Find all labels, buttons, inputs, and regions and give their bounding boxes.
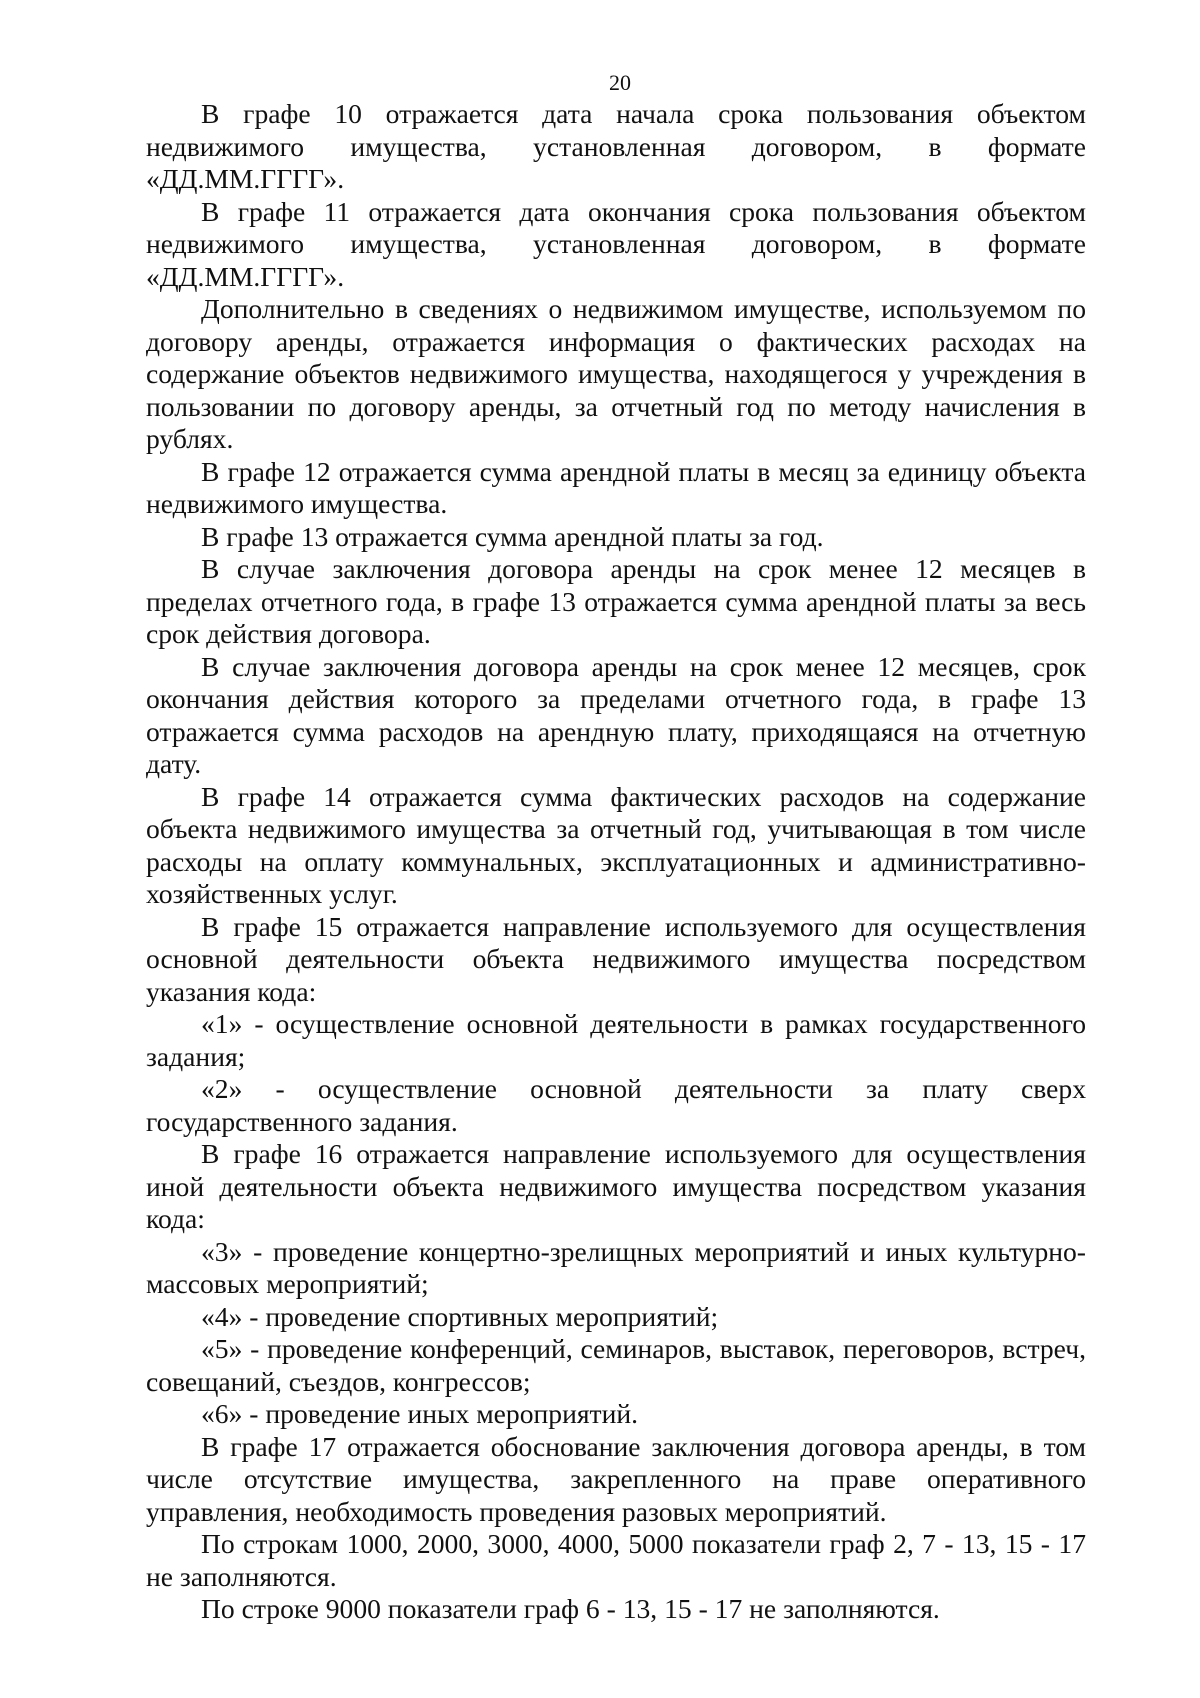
paragraph: В графе 11 отражается дата окончания срока пользования объектом недвижимого имущества, установленная договором, в формате «ДД.ММ.ГГГГ». [146, 195, 1086, 292]
list-item-code-2: «2» - осуществление основной деятельности за плату сверх государственного задания. [146, 1073, 1086, 1137]
paragraph: В графе 15 отражается направление используемого для осуществления основной деятельности объекта недвижимого имущества посредством указания кода: [146, 910, 1086, 1007]
list-item-code-5: «5» - проведение конференций, семинаров, выставок, переговоров, встреч, совещаний, съездов, конгрессов; [146, 1333, 1086, 1397]
paragraph: По строкам 1000, 2000, 3000, 4000, 5000 показатели граф 2, 7 - 13, 15 - 17 не заполняются. [146, 1528, 1086, 1592]
paragraph: В случае заключения договора аренды на срок менее 12 месяцев в пределах отчетного года, в графе 13 отражается сумма арендной платы за весь срок действия договора. [146, 553, 1086, 649]
paragraph: В графе 10 отражается дата начала срока пользования объектом недвижимого имущества, установленная договором, в формате «ДД.ММ.ГГГГ». [146, 98, 1086, 194]
paragraph: В графе 14 отражается сумма фактических расходов на содержание объекта недвижимого имущества за отчетный год, учитывающая в том числе расходы на оплату коммунальных, эксплуатационных и административно-хозяйственных услуг. [146, 780, 1086, 909]
list-item-code-6: «6» - проведение иных мероприятий. [201, 1398, 639, 1429]
list-item-code-1: «1» - осуществление основной деятельности в рамках государственного задания; [146, 1008, 1086, 1072]
paragraph: В графе 16 отражается направление используемого для осуществления иной деятельности объекта недвижимого имущества посредством указания кода: [146, 1138, 1086, 1234]
list-item-code-4: «4» - проведение спортивных мероприятий; [201, 1300, 719, 1332]
paragraph: В графе 17 отражается обоснование заключения договора аренды, в том числе отсутствие имущества, закрепленного на праве оперативного управления, необходимость проведения разовых мероприятий. [146, 1430, 1086, 1527]
page-number: 20 [609, 70, 631, 95]
paragraph: В случае заключения договора аренды на срок менее 12 месяцев, срок окончания действия которого за пределами отчетного года, в графе 13 отражается сумма расходов на арендную плату, приходящаяся на отчетную дату. [146, 650, 1086, 779]
paragraph: В графе 13 отражается сумма арендной платы за год. [201, 520, 824, 552]
paragraph: Дополнительно в сведениях о недвижимом имуществе, используемом по договору аренды, отражается информация о фактических расходах на содержание объектов недвижимого имущества, находящегося у учреждения в пользовании по договору аренды, за отчетный год по методу начисления в рублях. [146, 293, 1086, 454]
list-item-code-3: «3» - проведение концертно-зрелищных мероприятий и иных культурно-массовых мероприятий; [146, 1235, 1086, 1299]
paragraph: По строке 9000 показатели граф 6 - 13, 15 - 17 не заполняются. [201, 1593, 940, 1624]
paragraph: В графе 12 отражается сумма арендной платы в месяц за единицу объекта недвижимого имущества. [146, 455, 1086, 519]
document-body [146, 98, 1086, 1626]
